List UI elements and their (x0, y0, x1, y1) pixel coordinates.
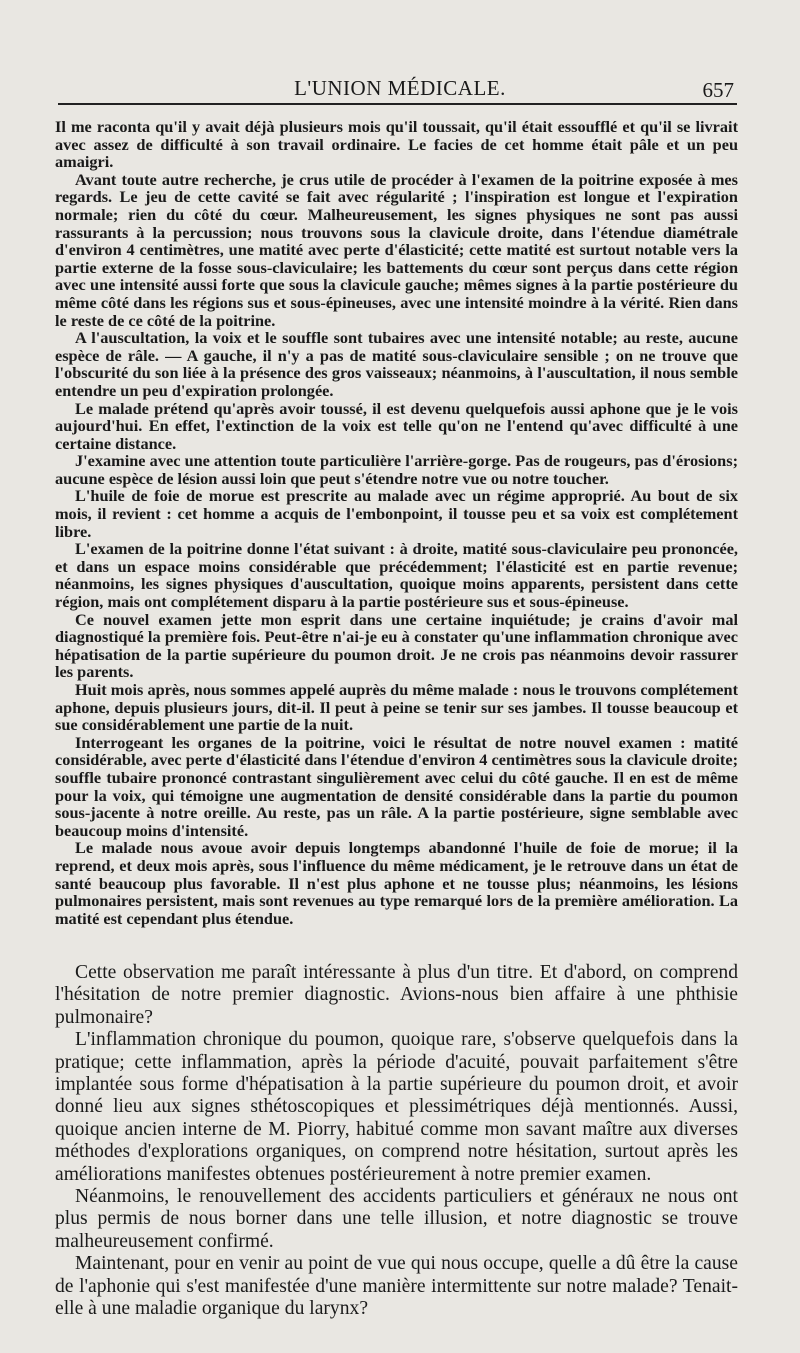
header-rule (58, 103, 737, 105)
commentary-paragraph: L'inflammation chronique du poumon, quoique rare, s'observe quelquefois dans la pratique; cette inflammation, après la période d'acuité, pouvait parfaitement s'être implantée sous forme d'hépatisation à la partie supérieure du poumon droit, et avoir donné lieu aux signes sthétoscopiques et plessimétriques déjà mentionnés. Aussi, quoique ancien interne de M. Piorry, habitué comme mon savant maître aux diverses méthodes d'explorations organiques, on comprend notre hésitation, surtout après les améliorations manifestes obtenues postérieurement à notre premier examen. (55, 1029, 738, 1185)
case-paragraph: Ce nouvel examen jette mon esprit dans une certaine inquiétude; je crains d'avoir mal diagnostiqué la première fois. Peut-être n'ai-je eu à constater qu'une inflammation chronique avec hépatisation de la partie supérieure du poumon droit. Je ne crois pas néanmoins devoir rassurer les parents. (55, 609, 738, 682)
case-paragraph: L'examen de la poitrine donne l'état suivant : à droite, matité sous-claviculaire peu prononcée, et dans un espace moins considérable que précédemment; l'élasticité est en partie revenue; néanmoins, les signes physiques d'auscultation, quoique moins apparents, persistent dans cette région, mais ont complétement disparu à la partie postérieure sus et sous-épineuse. (55, 539, 738, 612)
page-number: 657 (702, 78, 734, 102)
case-paragraph: Interrogeant les organes de la poitrine, voici le résultat de notre nouvel examen : matité considérable, avec perte d'élasticité dans l'étendue d'environ 4 centimètres sous la clavicule droite; souffle tubaire prononcé contrastant singulièrement avec celui du côté gauche. Il en est de même pour la voix, qui témoigne une augmentation de densité considérable dans la partie du poumon sous-jacente à notre oreille. Au reste, pas un râle. A la partie postérieure, signe semblable avec beaucoup moins d'intensité. (55, 732, 738, 840)
commentary-text (55, 962, 738, 1321)
case-paragraph: Le malade prétend qu'après avoir toussé, il est devenu quelquefois aussi aphone que je le vois aujourd'hui. En effet, l'extinction de la voix est telle qu'on ne l'entend qu'avec difficulté à une certaine distance. (55, 398, 738, 453)
commentary-paragraph: Néanmoins, le renouvellement des accidents particuliers et généraux ne nous ont plus permis de nous borner dans une telle illusion, et notre diagnostic se trouve malheureusement confirmé. (55, 1186, 738, 1252)
case-paragraph: A l'auscultation, la voix et le souffle sont tubaires avec une intensité notable; au reste, aucune espèce de râle. — A gauche, il n'y a pas de matité sous-claviculaire sensible ; on ne trouve que l'obscurité du son liée à la présence des gros vaisseaux; néanmoins, à l'auscultation, il nous semble entendre un peu d'expiration prolongée. (55, 328, 738, 400)
case-paragraph: Il me raconta qu'il y avait déjà plusieurs mois qu'il toussait, qu'il était essoufflé et qu'il se livrait avec assez de difficulté à son travail ordinaire. Le facies de cet homme était pâle et un peu amaigri. (55, 117, 738, 172)
case-paragraph: L'huile de foie de morue est prescrite au malade avec un régime approprié. Au bout de six mois, il revient : cet homme a acquis de l'embonpoint, il tousse peu et sa voix est complétement libre. (55, 486, 738, 541)
running-head (0, 74, 800, 104)
case-observation-text (55, 118, 738, 927)
commentary-paragraph: Cette observation me paraît intéressante à plus d'un titre. Et d'abord, on comprend l'hésitation de notre premier diagnostic. Avions-nous bien affaire à une phthisie pulmonaire? (55, 962, 738, 1028)
journal-title: L'UNION MÉDICALE. (294, 76, 506, 100)
case-paragraph: Le malade nous avoue avoir depuis longtemps abandonné l'huile de foie de morue; il la reprend, et deux mois après, sous l'influence du même médicament, je le retrouve dans un état de santé beaucoup plus favorable. Il n'est plus aphone et ne tousse plus; néanmoins, les lésions pulmonaires persistent, mais sont revenues au type remarqué lors de la première amélioration. La matité est cependant plus étendue. (55, 838, 738, 928)
commentary-paragraph: Maintenant, pour en venir au point de vue qui nous occupe, quelle a dû être la cause de l'aphonie qui s'est manifestée d'une manière intermittente sur notre malade? Tenait-elle à une maladie organique du larynx? (55, 1253, 738, 1320)
case-paragraph: J'examine avec une attention toute particulière l'arrière-gorge. Pas de rougeurs, pas d'érosions; aucune espèce de lésion aussi loin que peut s'étendre notre vue ou notre toucher. (55, 451, 738, 488)
case-paragraph: Huit mois après, nous sommes appelé auprès du même malade : nous le trouvons complétement aphone, depuis plusieurs jours, dit-il. Il peut à peine se tenir sur ses jambes. Il tousse beaucoup et sue considérablement une partie de la nuit. (55, 680, 738, 735)
case-paragraph: Avant toute autre recherche, je crus utile de procéder à l'examen de la poitrine exposée à mes regards. Le jeu de cette cavité se fait avec régularité ; l'inspiration est longue et l'expiration normale; rien du côté du cœur. Malheureusement, les signes physiques ne sont pas aussi rassurants à la percussion; nous trouvons sous la clavicule droite, dans l'étendue diamétrale d'environ 4 centimètres, une matité avec perte d'élasticité; cette matité est surtout notable vers la partie externe de la fosse sous-claviculaire; les battements du cœur sont perçus dans cette région avec une intensité aussi forte que sous la clavicule gauche; mêmes signes à la partie postérieure du même côté dans les régions sus et sous-épineuses, avec une intensité moindre à la vérité. Rien dans le reste de ce côté de la poitrine. (55, 169, 738, 330)
